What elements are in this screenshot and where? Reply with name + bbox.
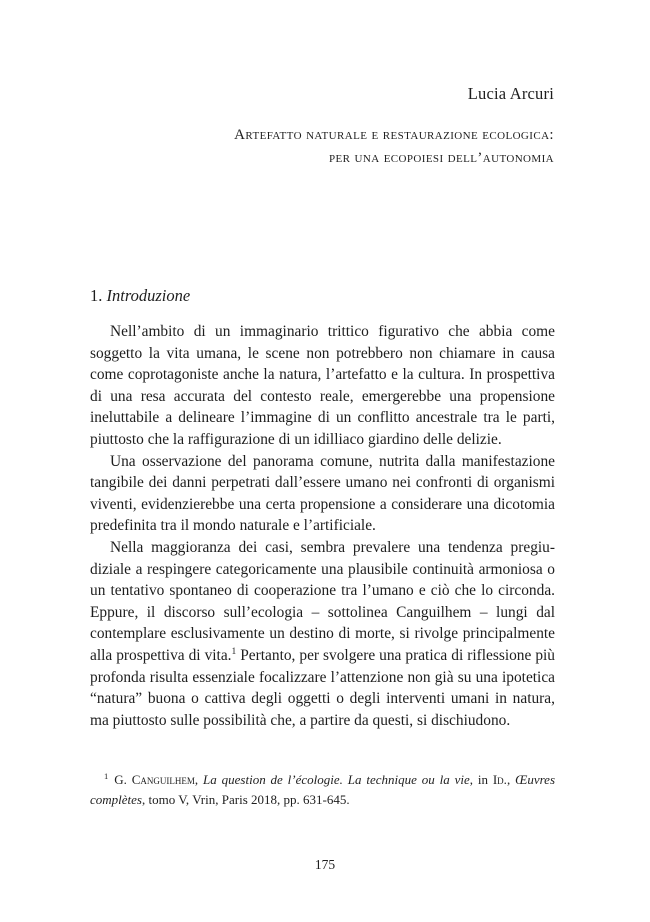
footnote-work-title: La question de l’écologie. La technique ou la vie	[203, 772, 470, 787]
section-heading	[90, 286, 190, 306]
paragraph-3-text-b: Pertanto, per svolgere una pratica di riflessione più profonda risulta essenziale focalizzare l’attenzione non già su una ipotetica “natura” buona o cattiva degli oggetti o degli interventi umani in natura, ma piuttosto sulle possibilità che, a partire da questi, si dischiudono.	[90, 646, 555, 729]
page-number: 175	[314, 857, 336, 872]
footnote-author: Canguilhem	[131, 772, 195, 787]
footnote-rest: , tomo V, Vrin, Paris 2018, pp. 631-645.	[141, 792, 350, 807]
paragraph-3	[90, 537, 555, 731]
paragraph-3-text-a: Nella maggioranza dei casi, sembra prevalere una tendenza pregiudiziale a respingere categoricamente una plausibile continuità armoniosa o un tentativo spontaneo di cooperazione tra l’umano e ciò che lo circonda. Eppure, il discorso sull’ecologia – sottolinea Canguilhem – lungi dal contemplare esclusivamente un destino di morte, si rivolge principalmente alla prospettiva di vita.	[90, 538, 555, 664]
paragraph-2: Una osservazione del panorama comune, nutrita dalla manifestazione tangibile dei danni perpetrati dall’essere umano nei confronti di organismi viventi, evidenzierebbe una certa propensione a considerare una dicotomia predefinita tra il mondo naturale e l’artificiale.	[90, 452, 555, 535]
section-number: 1.	[90, 286, 103, 305]
chapter-title-line-1: Artefatto naturale e restaurazione ecologica:	[234, 127, 554, 143]
footnote-number: 1	[104, 770, 109, 781]
footnote-sep-3: ,	[506, 772, 516, 787]
footnote-sep-2: , in	[469, 772, 493, 787]
footnote-ibid: Id.	[492, 772, 507, 787]
chapter-title-line-2: per una ecopoiesi dell’autonomia	[328, 150, 554, 166]
paragraph-1: Nell’ambito di un immaginario trittico figurativo che abbia come soggetto la vita umana, le scene non potrebbero non chiamare in causa come coprotagoniste anche la natura, l’artefatto e la cultura. In prospettiva di una resa accurata del contesto reale, emergerebbe una propensione ineluttabile a delineare l’immagine di un conflitto ancestrale tra le parti, piuttosto che la raffigurazione di un idilliaco giardino delle delizie.	[90, 323, 555, 448]
footnote	[90, 770, 555, 810]
footnote-collection: Œuvres complètes	[90, 772, 556, 807]
chapter-title	[234, 124, 554, 170]
footnote-reference[interactable]: 1	[231, 646, 237, 657]
footnote-sep-1: ,	[194, 772, 204, 787]
chapter-author: Lucia Arcuri	[467, 84, 554, 103]
footnote-initial: G.	[114, 772, 132, 787]
body-text	[90, 321, 555, 731]
section-name: Introduzione	[106, 286, 191, 305]
